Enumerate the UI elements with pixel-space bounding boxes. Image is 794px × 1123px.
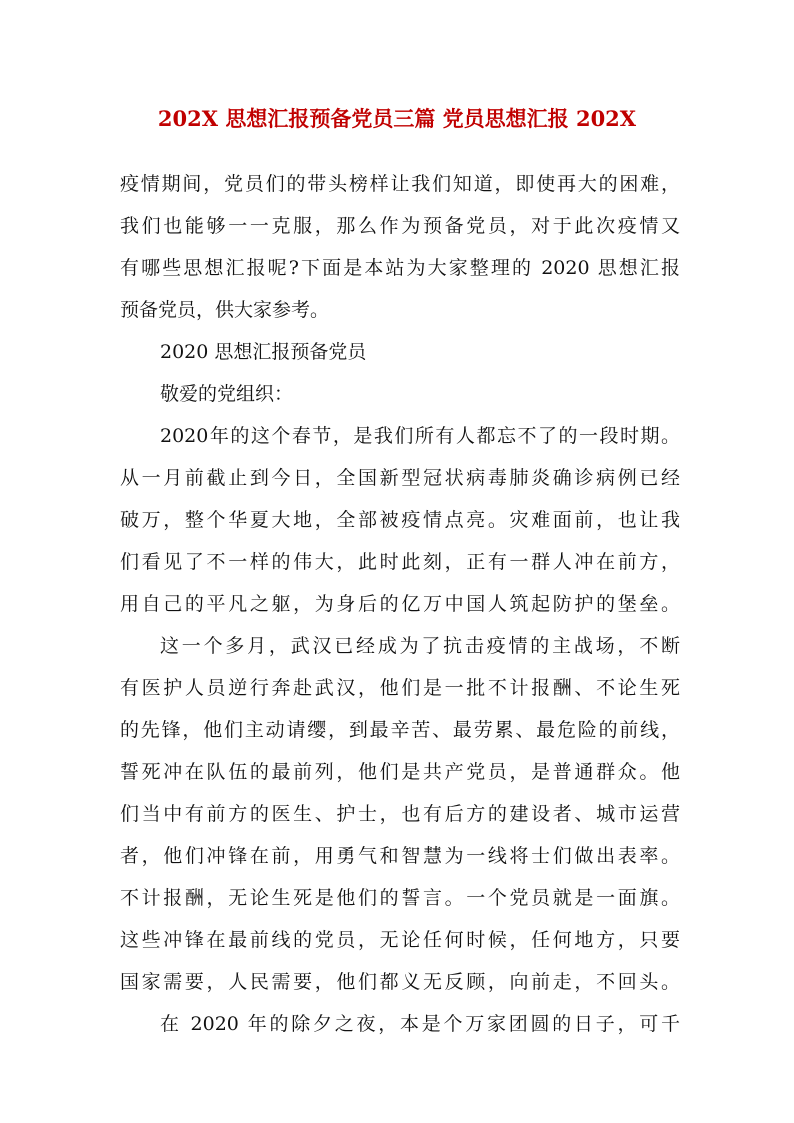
body-line: 用自己的平凡之躯，为身后的亿万中国人筑起防护的堡垒。 bbox=[120, 593, 680, 615]
body-line: 疫情期间，党员们的带头榜样让我们知道，即使再大的困难， bbox=[120, 173, 680, 195]
body-line: 2020年的这个春节，是我们所有人都忘不了的一段时期。 bbox=[160, 425, 680, 447]
body-line: 我们也能够一一克服，那么作为预备党员，对于此次疫情又 bbox=[120, 215, 680, 237]
body-line: 这些冲锋在最前线的党员，无论任何时候，任何地方，只要 bbox=[120, 929, 680, 951]
body-line: 的先锋，他们主动请缨，到最辛苦、最劳累、最危险的前线， bbox=[120, 719, 680, 741]
body-line: 有哪些思想汇报呢?下面是本站为大家整理的 2020 思想汇报 bbox=[120, 257, 680, 279]
body-line: 国家需要，人民需要，他们都义无反顾，向前走，不回头。 bbox=[120, 971, 680, 993]
section-heading: 2020 思想汇报预备党员 bbox=[160, 341, 367, 363]
body-line: 们看见了不一样的伟大，此时此刻，正有一群人冲在前方， bbox=[120, 551, 680, 573]
body-line: 者，他们冲锋在前，用勇气和智慧为一线将士们做出表率。 bbox=[120, 845, 680, 867]
salutation: 敬爱的党组织： bbox=[160, 383, 294, 405]
document-body bbox=[120, 163, 680, 1045]
body-line: 有医护人员逆行奔赴武汉，他们是一批不计报酬、不论生死 bbox=[120, 677, 680, 699]
body-line: 这一个多月，武汉已经成为了抗击疫情的主战场，不断 bbox=[160, 635, 680, 657]
body-line: 们当中有前方的医生、护士，也有后方的建设者、城市运营 bbox=[120, 803, 680, 825]
document-title: 202X 思想汇报预备党员三篇 党员思想汇报 202X bbox=[157, 106, 637, 131]
body-line: 破万，整个华夏大地，全部被疫情点亮。灾难面前，也让我 bbox=[120, 509, 680, 531]
body-line: 从一月前截止到今日，全国新型冠状病毒肺炎确诊病例已经 bbox=[120, 467, 680, 489]
body-line: 在 2020 年的除夕之夜，本是个万家团圆的日子，可千 bbox=[160, 1013, 680, 1035]
body-line: 不计报酬，无论生死是他们的誓言。一个党员就是一面旗。 bbox=[120, 887, 680, 909]
body-line: 誓死冲在队伍的最前列，他们是共产党员，是普通群众。他 bbox=[120, 761, 680, 783]
body-line: 预备党员，供大家参考。 bbox=[120, 299, 330, 321]
